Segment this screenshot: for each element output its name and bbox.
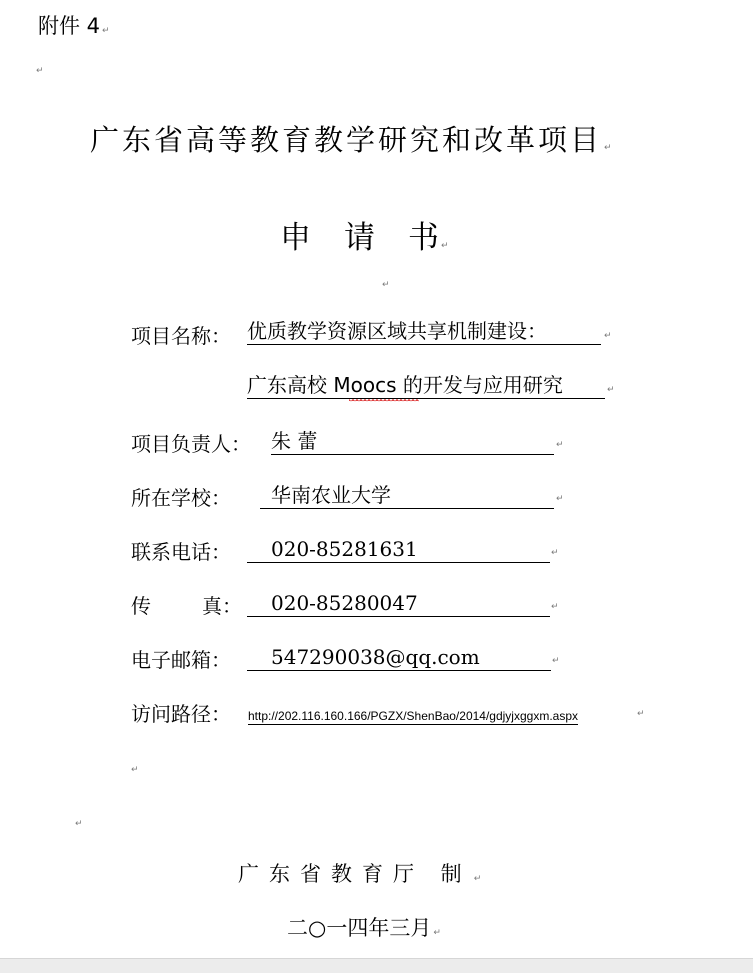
fax-label bbox=[131, 590, 242, 619]
leader-label: 项目负责人： bbox=[131, 432, 251, 456]
phone-value-text: 020-85281631 bbox=[271, 537, 418, 561]
school-label: 所在学校： bbox=[131, 486, 231, 510]
access-path-link[interactable] bbox=[248, 707, 578, 725]
paragraph-mark-icon: ↵ bbox=[75, 819, 83, 829]
attachment-label bbox=[38, 10, 110, 40]
fax-label-char: 传 bbox=[131, 594, 151, 618]
project-name-line1 bbox=[247, 318, 601, 345]
paragraph-mark-icon: ↵ bbox=[556, 440, 564, 450]
document-title bbox=[90, 118, 615, 159]
document-subtitle bbox=[280, 212, 449, 257]
phone-label: 联系电话： bbox=[131, 540, 231, 564]
subtitle-char: 申 bbox=[280, 220, 311, 256]
paragraph-mark-icon: ↵ bbox=[556, 494, 564, 504]
school-value bbox=[260, 482, 554, 509]
project-name-label: 项目名称： bbox=[131, 324, 231, 348]
leader-value bbox=[271, 428, 554, 455]
email-value-text: 547290038@qq.com bbox=[271, 645, 480, 669]
issuer-line bbox=[238, 858, 481, 888]
paragraph-mark-icon: ↵ bbox=[102, 26, 110, 36]
fax-label-char: 真： bbox=[202, 594, 242, 618]
access-path-label: 访问路径： bbox=[131, 702, 231, 726]
window-bottom-edge bbox=[0, 958, 753, 973]
project-name-line2-text: 广东高校 Moocs 的开发与应用研究 bbox=[247, 373, 563, 397]
paragraph-mark-icon: ↵ bbox=[604, 143, 615, 153]
paragraph-mark-icon: ↵ bbox=[441, 241, 449, 251]
attachment-text: 附件 4 bbox=[38, 14, 101, 38]
paragraph-mark-icon: ↵ bbox=[433, 928, 441, 938]
project-name-line2 bbox=[247, 372, 605, 399]
subtitle-char: 书 bbox=[408, 220, 439, 256]
leader-value-text: 朱 蕾 bbox=[271, 429, 318, 453]
paragraph-mark-icon: ↵ bbox=[382, 280, 390, 290]
issuer-text: 广东省教育厅 制 bbox=[238, 862, 472, 886]
paragraph-mark-icon: ↵ bbox=[552, 656, 560, 666]
paragraph-mark-icon: ↵ bbox=[36, 66, 44, 76]
document-title-text: 广东省高等教育教学研究和改革项目 bbox=[90, 123, 603, 157]
paragraph-mark-icon: ↵ bbox=[551, 548, 559, 558]
date-text: 二○一四年三月 bbox=[287, 916, 432, 940]
fax-value bbox=[247, 590, 550, 617]
phone-value bbox=[247, 536, 550, 563]
subtitle-char: 请 bbox=[344, 220, 375, 256]
school-value-text: 华南农业大学 bbox=[271, 483, 391, 507]
date-line bbox=[287, 912, 441, 942]
access-path-link-text[interactable]: http://202.116.160.166/PGZX/ShenBao/2014/gdjyjxggxm.aspx bbox=[248, 709, 578, 723]
paragraph-mark-icon: ↵ bbox=[551, 602, 559, 612]
email-value bbox=[247, 644, 551, 671]
paragraph-mark-icon: ↵ bbox=[637, 709, 645, 719]
paragraph-mark-icon: ↵ bbox=[473, 874, 482, 884]
paragraph-mark-icon: ↵ bbox=[604, 331, 612, 341]
paragraph-mark-icon: ↵ bbox=[607, 385, 615, 395]
paragraph-mark-icon: ↵ bbox=[131, 765, 139, 775]
spell-check-underline bbox=[349, 399, 419, 403]
fax-value-text: 020-85280047 bbox=[271, 591, 418, 615]
project-name-line1-text: 优质教学资源区域共享机制建设： bbox=[247, 319, 547, 343]
email-label: 电子邮箱： bbox=[131, 648, 231, 672]
